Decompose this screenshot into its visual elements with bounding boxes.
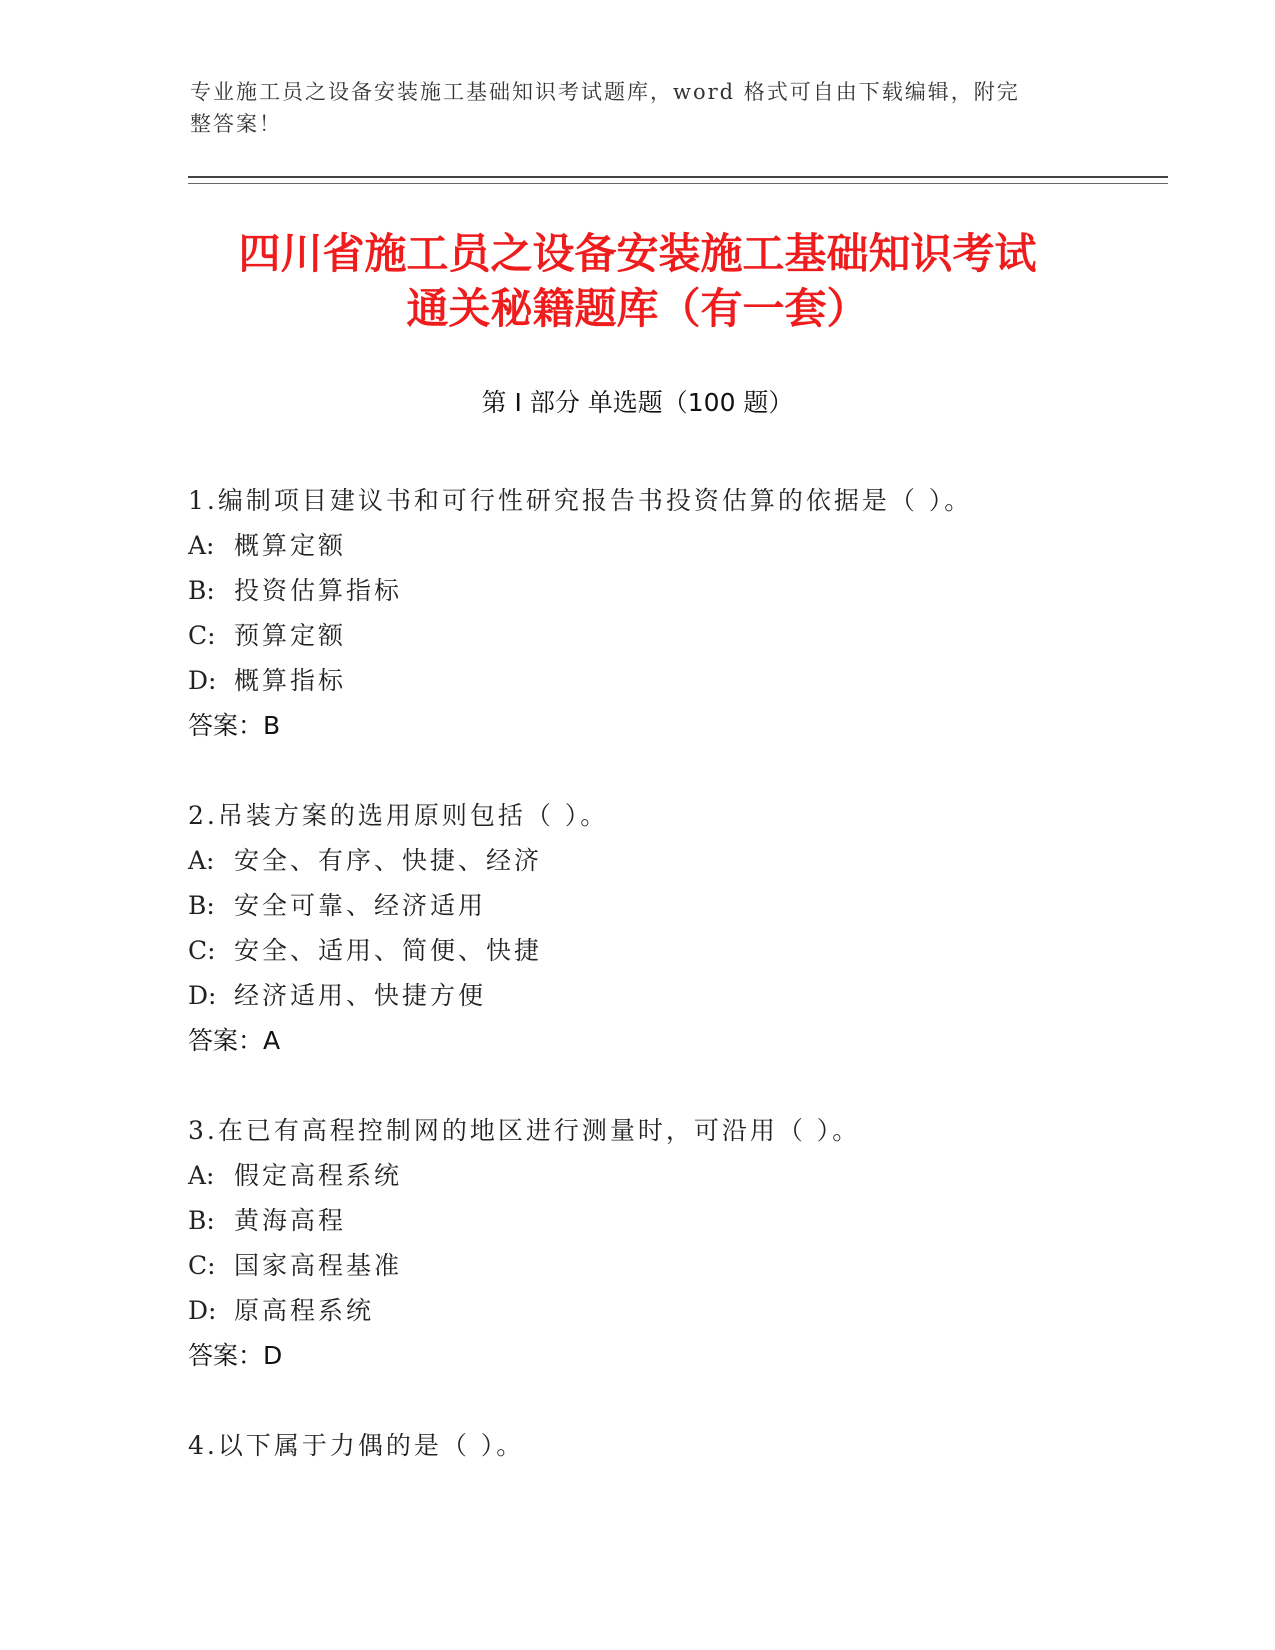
option-text: 假定高程系统 bbox=[234, 1161, 403, 1190]
header-divider-thin bbox=[188, 183, 1168, 184]
option-text: 安全、有序、快捷、经济 bbox=[234, 846, 543, 875]
document-title-line-2: 通关秘籍题库（有一套） bbox=[406, 284, 869, 333]
question-2 bbox=[188, 793, 1168, 1063]
answer: 答案：B bbox=[188, 711, 281, 740]
option-key: C: bbox=[188, 1251, 216, 1280]
option-text: 原高程系统 bbox=[234, 1296, 375, 1325]
question-stem: 3.在已有高程控制网的地区进行测量时，可沿用（ ）。 bbox=[188, 1116, 861, 1145]
option-c bbox=[188, 928, 1168, 973]
option-text: 安全、适用、简便、快捷 bbox=[234, 936, 543, 965]
option-key: A: bbox=[188, 846, 215, 875]
document-title-line-1: 四川省施工员之设备安装施工基础知识考试 bbox=[238, 229, 1037, 278]
option-key: A: bbox=[188, 1161, 215, 1190]
option-text: 安全可靠、经济适用 bbox=[234, 891, 487, 920]
option-key: D: bbox=[188, 1296, 217, 1325]
question-stem: 4.以下属于力偶的是（ ）。 bbox=[188, 1431, 525, 1460]
option-text: 投资估算指标 bbox=[234, 576, 403, 605]
answer: 答案：A bbox=[188, 1026, 281, 1055]
option-text: 概算指标 bbox=[234, 666, 347, 695]
option-key: D: bbox=[188, 666, 217, 695]
option-key: C: bbox=[188, 621, 216, 650]
header-divider-thick bbox=[188, 176, 1168, 178]
document-title bbox=[0, 226, 1275, 336]
option-text: 概算定额 bbox=[234, 531, 347, 560]
option-d bbox=[188, 973, 1168, 1018]
option-a bbox=[188, 838, 1168, 883]
option-text: 预算定额 bbox=[234, 621, 347, 650]
question-3 bbox=[188, 1108, 1168, 1378]
option-text: 黄海高程 bbox=[234, 1206, 347, 1235]
option-key: D: bbox=[188, 981, 217, 1010]
answer: 答案：D bbox=[188, 1341, 283, 1370]
option-key: B: bbox=[188, 576, 215, 605]
question-1 bbox=[188, 478, 1168, 748]
option-key: C: bbox=[188, 936, 216, 965]
header-note bbox=[190, 76, 1090, 140]
header-note-line-2: 整答案！ bbox=[190, 112, 282, 136]
option-text: 国家高程基准 bbox=[234, 1251, 403, 1280]
option-d bbox=[188, 1288, 1168, 1333]
option-key: B: bbox=[188, 891, 215, 920]
option-key: A: bbox=[188, 531, 215, 560]
option-c bbox=[188, 1243, 1168, 1288]
question-4 bbox=[188, 1423, 1168, 1468]
option-a bbox=[188, 1153, 1168, 1198]
option-c bbox=[188, 613, 1168, 658]
option-key: B: bbox=[188, 1206, 215, 1235]
question-stem: 2.吊装方案的选用原则包括（ ）。 bbox=[188, 801, 609, 830]
question-list bbox=[188, 478, 1168, 1513]
option-b bbox=[188, 1198, 1168, 1243]
option-text: 经济适用、快捷方便 bbox=[234, 981, 487, 1010]
header-note-line-1: 专业施工员之设备安装施工基础知识考试题库，word 格式可自由下载编辑，附完 bbox=[190, 80, 1020, 104]
option-d bbox=[188, 658, 1168, 703]
question-stem: 1.编制项目建议书和可行性研究报告书投资估算的依据是（ ）。 bbox=[188, 486, 973, 515]
section-heading: 第 I 部分 单选题（100 题） bbox=[481, 388, 794, 417]
option-a bbox=[188, 523, 1168, 568]
option-b bbox=[188, 883, 1168, 928]
option-b bbox=[188, 568, 1168, 613]
